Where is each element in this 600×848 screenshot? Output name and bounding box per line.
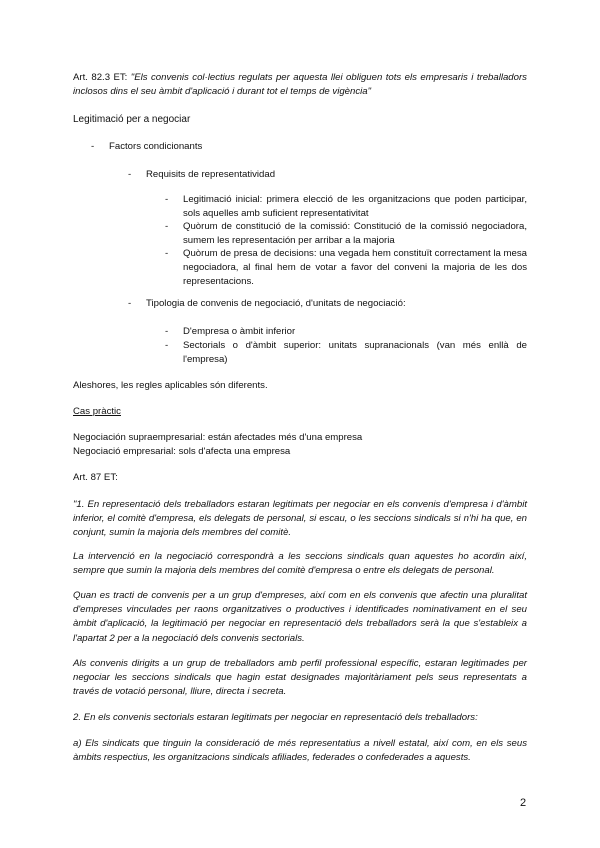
negociacio-supra-text: Negociación supraempresarial: están afectades més d'una empresa: [73, 432, 363, 443]
heading-legitimacio: Legitimació per a negociar: [73, 114, 191, 125]
negociacio-emp-text: Negociació empresarial: sols d'afecta una empresa: [73, 446, 291, 457]
list-item-tipologia-1: - D'empresa o àmbit inferior: [165, 326, 296, 337]
art87-quote-6: a) Els sindicats que tinguin la consideració de més representatius a nivell estatal, així com, en els seus àmbits respectius, les organitzacions sindicals afiliades, federades o confederades a aquests.: [73, 738, 527, 764]
art82-prefix: Art. 82.3 ET:: [73, 72, 131, 83]
factors-label: Factors condicionants: [109, 141, 203, 152]
list-item-requisit-3: - Quòrum de presa de decisions: una vegada hem constituït correctament la mesa negociadora, al final hem de votar a favor del conveni la majoria de les dos representacions.: [165, 248, 527, 288]
art87-quote-1: "1. En representació dels treballadors estaran legitimats per negociar en els convenis d'empresa i d'àmbit inferior, el comitè d'empresa, els delegats de personal, si escau, o les seccions sindicals si n'hi ha que, en conjunt, sumin la majoria dels membres del comitè.: [73, 499, 527, 539]
art87-quote-3: Quan es tracti de convenis per a un grup d'empreses, així com en els convenis que afectin una pluralitat d'empreses vinculades per raons organitzatives o productives i identificades nominativament en el seu àmbit d'aplicació, la legitimació per negociar en representació dels treballadors serà la que s'estableix a l'apartat 2 per a la negociació dels convenis sectorials.: [73, 590, 527, 644]
document-page: Art. 82.3 ET: "Els convenis col·lectius regulats per aquesta llei obliguen tots els empresaris i treballadors inclosos dins el seu àmbit d'aplicació i durant tot el temps de vigència" Legitimació per a negociar - Factors condicionants - Requisits de representatividad - Legitimació inicial: primera elecció de les organitzacions que poden participar, sols aquelles amb suficient representativitat - Quòrum de constitució de la comissió: Constitució de la comissió negociadora, sumem les representación per arribar a la majoria - Quòrum de presa de decisions: una vegada hem constituït correctament la mesa negociadora, al final hem de votar a favor del conveni la majoria de les dos representacions. - Tipologia de convenis de negociació, d'unitats de negociació: - D'empresa o àmbit inferior - Sectorials o d'àmbit superior: unitats supranacionals (van més enllà de l'empresa) Aleshores, les regles aplicables són diferents. Cas pràctic Negociación supraempresarial: están afectades més d'una empresa Negociació empresarial: sols d'afecta una empresa Art. 87 ET: "1. En representació dels treballadors estaran legitimats per negociar en els convenis d'empresa i d'àmbit inferior, el comitè d'empresa, els delegats de personal, si escau, o les seccions sindicals si n'hi ha que, en conjunt, sumin la majoria dels membres del comitè. La intervenció en la negociació correspondrà a les seccions sindicals quan aquestes ho acordin així, sempre que sumin la majoria dels membres del comitè d'empresa o entre els delegats de personal. Quan es tracti de convenis per a un grup d'empreses, així com en els convenis que afectin una pluralitat d'empreses vinculades per raons organitzatives o productives i identificades nominativament en el seu àmbit d'aplicació, la legitimació per negociar en representació dels treballadors serà la que s'estableix a l'apartat 2 per a la negociació dels convenis sectorials. Als convenis dirigits a un grup de treballadors amb perfil professional específic, estaran legitimades per negociar les seccions sindicals que hagin estat designades majoritàriament pels seus representats a través de votació personal, lliure, directa i secreta. 2. En els convenis sectorials estaran legitimats per negociar en representació dels treballadors: a) Els sindicats que tinguin la consideració de més representatius a nivell estatal, així com, en els seus àmbits respectius, les organitzacions sindicals afiliades, federades o confederades a aquests. 2: [73, 72, 527, 809]
tipologia-label: Tipologia de convenis de negociació, d'unitats de negociació:: [146, 298, 406, 309]
art87-heading: Art. 87 ET:: [73, 472, 118, 483]
art82-paragraph: [73, 71, 527, 99]
art87-quote-4: Als convenis dirigits a un grup de treballadors amb perfil professional específic, estaran legitimades per negociar les seccions sindicals que hagin estat designades majoritàriament pels seus representats a través de votació personal, lliure, directa i secreta.: [73, 658, 527, 698]
list-item-requisit-2: - Quòrum de constitució de la comissió: Constitució de la comissió negociadora, sumem les representación per arribar a la majoria: [165, 221, 527, 247]
art82-quote: "Els convenis col·lectius regulats per aquesta llei obliguen tots els empresaris i treballadors inclosos dins el seu àmbit d'aplicació i durant tot el temps de vigència": [73, 72, 527, 98]
page-number: 2: [520, 797, 527, 809]
art87-quote-5: 2. En els convenis sectorials estaran legitimats per negociar en representació dels treballadors:: [73, 712, 478, 723]
list-item-tipologia-2: - Sectorials o d'àmbit superior: unitats supranacionals (van més enllà de l'empresa): [165, 340, 527, 366]
requisits-label: Requisits de representatividad: [146, 169, 276, 180]
list-item-requisit-1: - Legitimació inicial: primera elecció de les organitzacions que poden participar, sols aquelles amb suficient representativitat: [165, 194, 527, 220]
aleshores-text: Aleshores, les regles aplicables són diferents.: [73, 380, 268, 391]
art87-quote-2: La intervenció en la negociació correspondrà a les seccions sindicals quan aquestes ho acordin així, sempre que sumin la majoria dels membres del comitè d'empresa o entre els delegats de personal.: [73, 551, 527, 577]
cas-practic-heading: Cas pràctic: [73, 406, 121, 417]
